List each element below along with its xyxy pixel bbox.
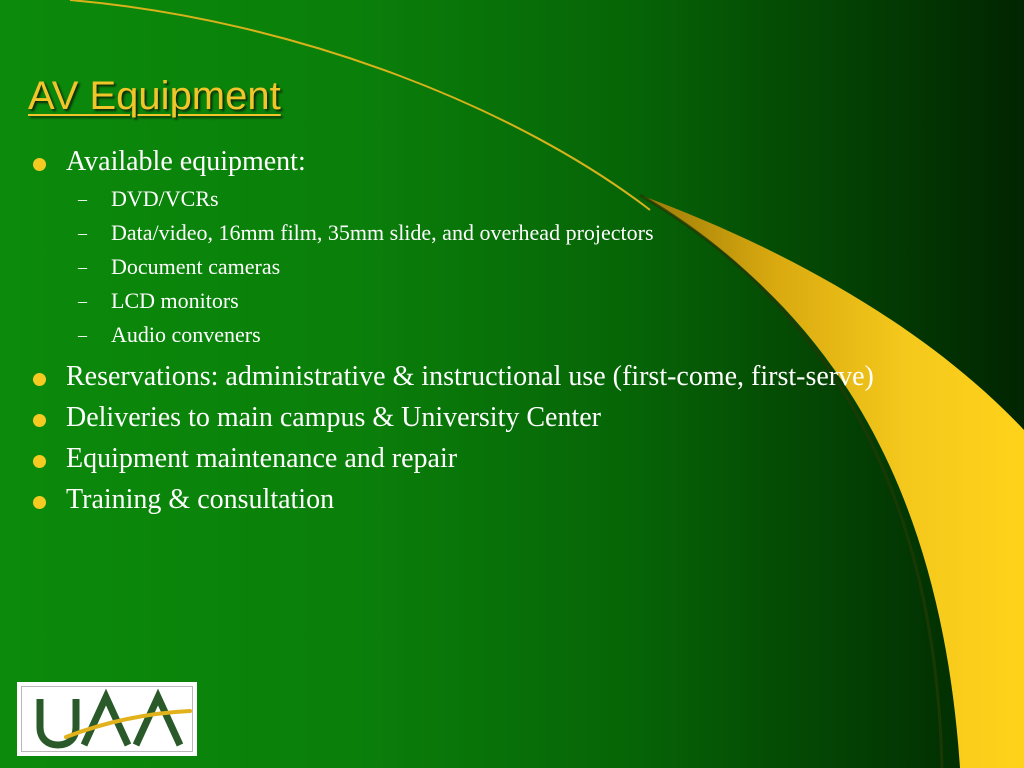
uaa-logo-icon	[18, 683, 198, 757]
dash-icon: –	[78, 189, 87, 209]
bullet-dot-icon	[33, 373, 46, 386]
sub-bullet-item	[66, 216, 930, 250]
bullet-text: Available equipment:	[66, 146, 306, 177]
bullet-dot-icon	[33, 496, 46, 509]
sub-bullet-text: Document cameras	[111, 254, 281, 279]
dash-icon: –	[78, 257, 87, 277]
bullet-text: Equipment maintenance and repair	[66, 443, 458, 474]
bullet-dot-icon	[33, 158, 46, 171]
dash-icon: –	[78, 223, 87, 243]
bullet-text: Training & consultation	[66, 484, 335, 515]
bullet-dot-icon	[33, 455, 46, 468]
bullet-list	[30, 146, 930, 516]
bullet-item	[30, 361, 930, 393]
bullet-item	[30, 443, 930, 475]
sub-bullet-text: LCD monitors	[111, 288, 239, 313]
sub-bullet-item	[66, 250, 930, 284]
sub-bullet-text: DVD/VCRs	[111, 186, 219, 211]
bullet-item	[30, 146, 930, 352]
sub-bullet-item	[66, 284, 930, 318]
dash-icon: –	[78, 291, 87, 311]
sub-bullet-text: Data/video, 16mm film, 35mm slide, and overhead projectors	[111, 220, 654, 245]
bullet-item	[30, 484, 930, 516]
slide-title: AV Equipment	[28, 74, 281, 118]
bullet-dot-icon	[33, 414, 46, 427]
sub-bullet-item	[66, 318, 930, 352]
dash-icon: –	[78, 325, 87, 345]
bullet-item	[30, 402, 930, 434]
uaa-logo	[17, 682, 197, 756]
bullet-text: Reservations: administrative & instructional use (first-come, first-serve)	[66, 361, 874, 392]
bullet-text: Deliveries to main campus & University Center	[66, 402, 601, 433]
sub-bullet-item	[66, 182, 930, 216]
sub-bullet-list	[66, 182, 930, 352]
sub-bullet-text: Audio conveners	[111, 322, 261, 347]
